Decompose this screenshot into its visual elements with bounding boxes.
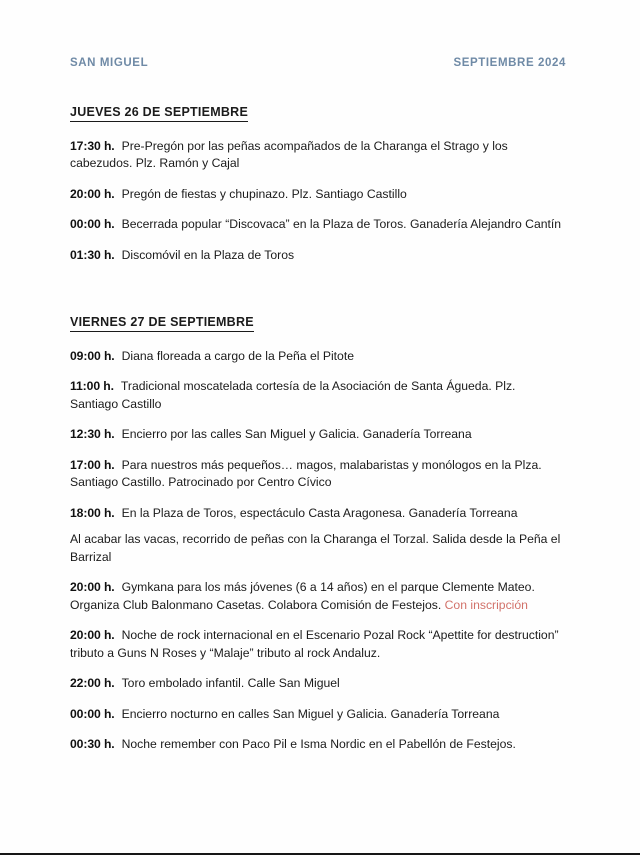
event-description: Diana floreada a cargo de la Peña el Pitote bbox=[121, 348, 354, 363]
event-description: Noche de rock internacional en el Escenario Pozal Rock “Apettite for destruction” tributo a Guns N Roses y “Malaje” tributo al rock Andaluz. bbox=[70, 628, 559, 660]
event-description: Pre-Pregón por las peñas acompañados de la Charanga el Strago y los cabezudos. Plz. Ramón y Cajal bbox=[70, 138, 508, 171]
event-description: Pregón de fiestas y chupinazo. Plz. Santiago Castillo bbox=[121, 186, 407, 201]
event-description: Para nuestros más pequeños… magos, malabaristas y monólogos en la Plza. Santiago Castillo. Patrocinado por Centro Cívico bbox=[70, 457, 542, 490]
event-item bbox=[70, 378, 566, 413]
event-description: Noche remember con Paco Pil e Isma Nordic en el Pabellón de Festejos. bbox=[121, 737, 516, 752]
day-section-friday bbox=[70, 313, 566, 754]
day-heading: JUEVES 26 DE SEPTIEMBRE bbox=[70, 106, 248, 122]
event-description: Toro embolado infantil. Calle San Miguel bbox=[121, 676, 340, 691]
event-time: 20:00 h. bbox=[70, 580, 115, 595]
event-time: 12:30 h. bbox=[70, 427, 115, 442]
event-description: Encierro nocturno en calles San Miguel y Galicia. Ganadería Torreana bbox=[121, 706, 500, 721]
event-time: 20:00 h. bbox=[70, 628, 115, 643]
header-month-year: SEPTIEMBRE 2024 bbox=[453, 57, 566, 69]
event-description: En la Plaza de Toros, espectáculo Casta Aragonesa. Ganadería Torreana bbox=[121, 505, 518, 520]
event-item bbox=[70, 247, 566, 265]
event-item-no-time bbox=[70, 531, 566, 566]
event-item bbox=[70, 505, 566, 523]
event-time: 22:00 h. bbox=[70, 676, 115, 691]
day-heading: VIERNES 27 DE SEPTIEMBRE bbox=[70, 316, 254, 332]
event-description: Gymkana para los más jóvenes (6 a 14 años) en el parque Clemente Mateo. Organiza Club Balonmano Casetas. Colabora Comisión de Festejos. bbox=[70, 580, 535, 612]
event-item bbox=[70, 186, 566, 204]
event-item bbox=[70, 706, 566, 724]
header-town-name: SAN MIGUEL bbox=[70, 57, 149, 69]
page-bottom-rule bbox=[0, 853, 640, 855]
event-item bbox=[70, 675, 566, 693]
event-time: 11:00 h. bbox=[70, 379, 114, 394]
running-header bbox=[70, 57, 566, 69]
event-item bbox=[70, 736, 566, 754]
event-time: 00:00 h. bbox=[70, 706, 115, 721]
day-section-thursday bbox=[70, 103, 566, 264]
event-item bbox=[70, 138, 566, 173]
event-list bbox=[70, 138, 566, 265]
event-description: Discomóvil en la Plaza de Toros bbox=[121, 247, 295, 262]
event-time: 00:00 h. bbox=[70, 217, 115, 232]
event-description: Al acabar las vacas, recorrido de peñas con la Charanga el Torzal. Salida desde la Peña el Barrizal bbox=[70, 532, 561, 564]
event-description: Tradicional moscatelada cortesía de la Asociación de Santa Águeda. Plz. Santiago Castillo bbox=[70, 379, 516, 411]
event-time: 18:00 h. bbox=[70, 505, 115, 520]
event-item bbox=[70, 457, 566, 492]
event-time: 09:00 h. bbox=[70, 348, 115, 363]
event-registration-note: Con inscripción bbox=[444, 597, 528, 612]
event-description: Becerrada popular “Discovaca” en la Plaza de Toros. Ganadería Alejandro Cantín bbox=[121, 217, 562, 232]
event-time: 00:30 h. bbox=[70, 737, 115, 752]
event-item bbox=[70, 216, 566, 234]
event-time: 17:30 h. bbox=[70, 138, 115, 153]
event-time: 01:30 h. bbox=[70, 247, 115, 262]
event-item bbox=[70, 627, 566, 662]
event-list bbox=[70, 348, 566, 754]
event-item bbox=[70, 348, 566, 366]
event-item bbox=[70, 579, 566, 614]
event-item bbox=[70, 426, 566, 444]
event-description: Encierro por las calles San Miguel y Galicia. Ganadería Torreana bbox=[121, 427, 472, 442]
event-time: 17:00 h. bbox=[70, 457, 115, 472]
event-time: 20:00 h. bbox=[70, 186, 115, 201]
